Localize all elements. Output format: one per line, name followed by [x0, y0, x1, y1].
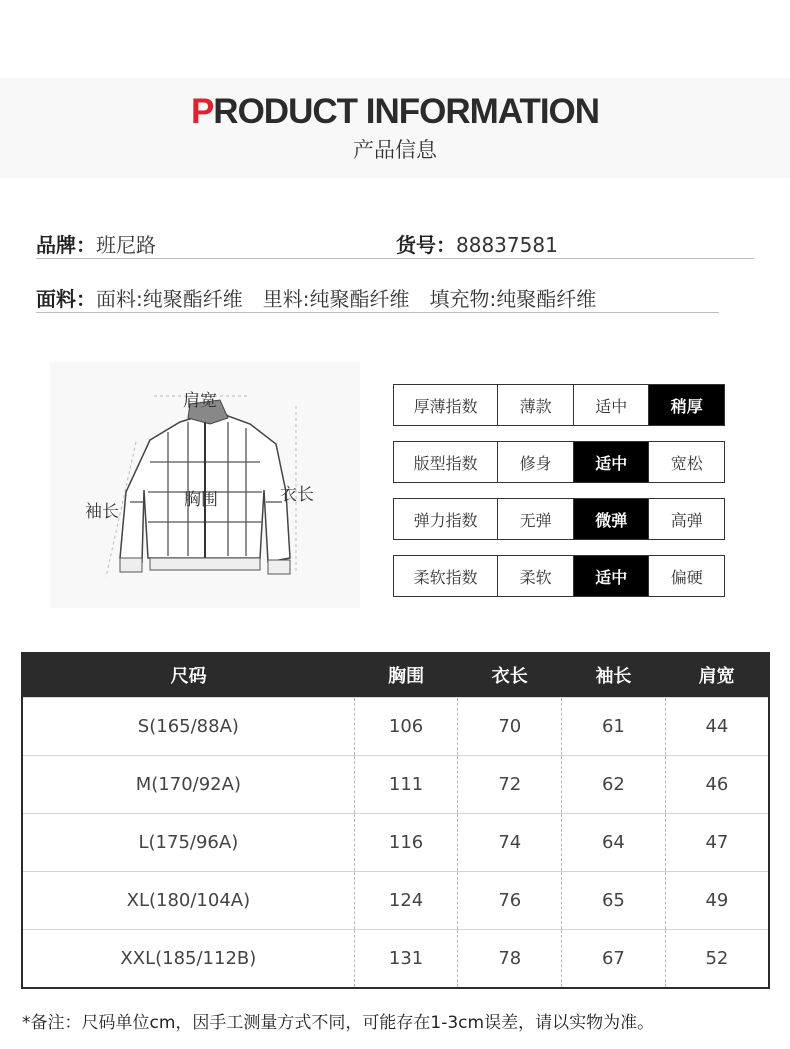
top-band	[0, 0, 790, 78]
index-option-selected: 适中	[573, 442, 649, 482]
index-name: 版型指数	[413, 453, 478, 473]
index-name: 柔软指数	[413, 567, 478, 587]
index-option: 偏硬	[648, 556, 724, 596]
table-row	[22, 872, 769, 930]
cell-sleeve: 61	[562, 697, 666, 755]
cell-shoulder: 52	[665, 930, 769, 988]
cell-sleeve: 62	[562, 755, 666, 813]
divider	[36, 312, 719, 313]
index-option: 高弹	[648, 499, 724, 539]
index-row-softness	[393, 555, 725, 597]
cell-length: 78	[458, 930, 562, 988]
index-option: 薄款	[497, 385, 573, 425]
header-size: 尺码	[22, 653, 354, 697]
cell-size: XXL(185/112B)	[22, 930, 354, 988]
cell-size: L(175/96A)	[22, 813, 354, 871]
label-shoulder: 肩宽	[183, 391, 217, 411]
cell-chest: 124	[354, 872, 458, 930]
divider	[36, 258, 754, 259]
index-option: 适中	[573, 385, 649, 425]
cell-shoulder: 44	[665, 697, 769, 755]
cell-sleeve: 65	[562, 872, 666, 930]
fabric-row	[36, 283, 596, 312]
label-chest: 胸围	[184, 490, 218, 510]
table-row	[22, 813, 769, 871]
title-accent-letter: P	[190, 92, 214, 131]
title-rest: RODUCT INFORMATION	[213, 92, 600, 131]
index-option: 柔软	[497, 556, 573, 596]
index-option-selected: 适中	[573, 556, 649, 596]
cell-sleeve: 64	[562, 813, 666, 871]
cell-size: M(170/92A)	[22, 755, 354, 813]
cell-length: 70	[458, 697, 562, 755]
index-option-selected: 微弹	[573, 499, 649, 539]
brand-row	[36, 229, 156, 258]
cell-chest: 106	[354, 697, 458, 755]
index-option: 宽松	[648, 442, 724, 482]
cell-size: S(165/88A)	[22, 697, 354, 755]
sku-label: 货号：	[396, 233, 456, 257]
index-option-selected: 稍厚	[648, 385, 724, 425]
cell-shoulder: 49	[665, 872, 769, 930]
table-header-row	[22, 653, 769, 697]
index-option: 无弹	[497, 499, 573, 539]
index-option: 修身	[497, 442, 573, 482]
cell-sleeve: 67	[562, 930, 666, 988]
cell-length: 76	[458, 872, 562, 930]
fabric-value: 面料:纯聚酯纤维 里料:纯聚酯纤维 填充物:纯聚酯纤维	[96, 287, 597, 311]
header-sleeve: 袖长	[562, 653, 666, 697]
index-row-elasticity	[393, 498, 725, 540]
cell-length: 72	[458, 755, 562, 813]
index-row-fit	[393, 441, 725, 483]
sku-value: 88837581	[456, 233, 558, 257]
label-sleeve: 袖长	[85, 502, 119, 522]
header-length: 衣长	[458, 653, 562, 697]
title-chinese: 产品信息	[353, 138, 437, 162]
table-row	[22, 930, 769, 988]
sku-row	[396, 229, 558, 258]
index-row-thickness	[393, 384, 725, 426]
header-shoulder: 肩宽	[665, 653, 769, 697]
table-row	[22, 697, 769, 755]
cell-size: XL(180/104A)	[22, 872, 354, 930]
cell-length: 74	[458, 813, 562, 871]
cell-chest: 131	[354, 930, 458, 988]
label-length: 衣长	[280, 485, 314, 505]
brand-value: 班尼路	[96, 233, 156, 257]
size-table	[21, 652, 770, 989]
title-english	[0, 92, 790, 132]
fabric-label: 面料：	[36, 287, 96, 311]
footnote: *备注：尺码单位cm，因手工测量方式不同，可能存在1-3cm误差，请以实物为准。	[22, 1013, 655, 1033]
cell-chest: 111	[354, 755, 458, 813]
garment-diagram	[50, 362, 360, 608]
brand-label: 品牌：	[36, 233, 96, 257]
cell-shoulder: 46	[665, 755, 769, 813]
table-row	[22, 755, 769, 813]
cell-shoulder: 47	[665, 813, 769, 871]
index-name: 弹力指数	[413, 510, 478, 530]
index-name: 厚薄指数	[413, 396, 478, 416]
header-chest: 胸围	[354, 653, 458, 697]
cell-chest: 116	[354, 813, 458, 871]
section-header	[0, 78, 790, 178]
